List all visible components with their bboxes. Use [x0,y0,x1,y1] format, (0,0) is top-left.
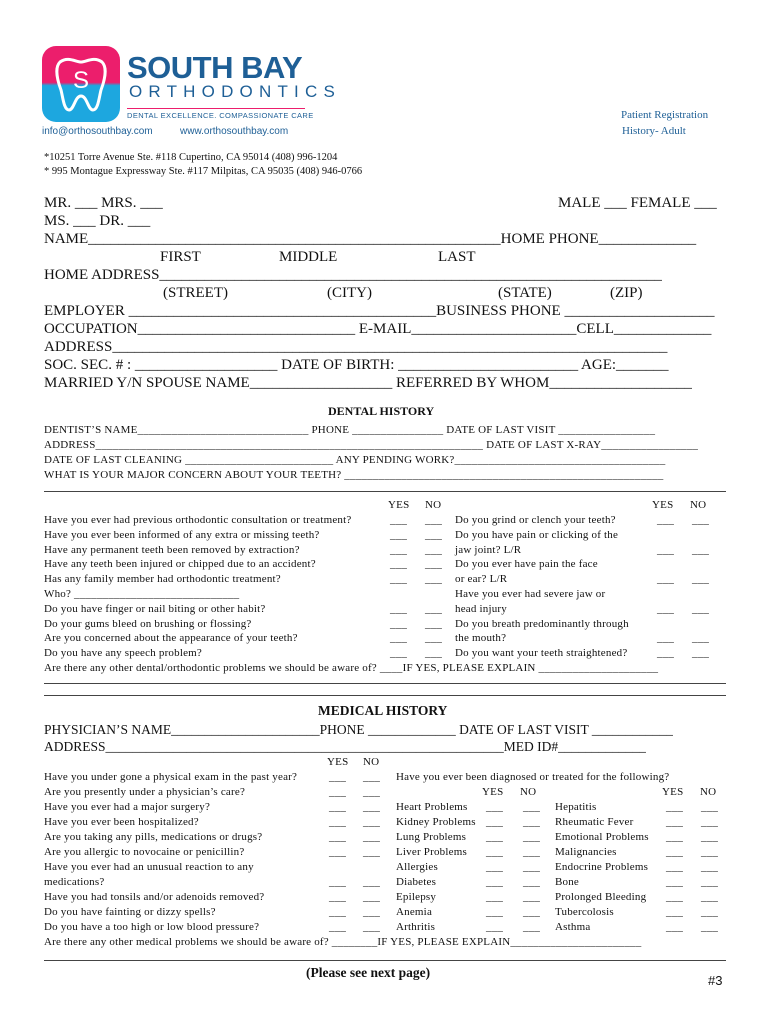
condition-label: Asthma [555,921,591,933]
medical-no-blank[interactable]: ___ [363,801,381,813]
conditions-yes-header: YES [482,786,504,798]
condition-no-blank[interactable]: ___ [701,831,719,843]
dental-yes-blank[interactable]: ___ [390,617,408,630]
condition-label: Allergies [396,861,438,873]
dental-yes-blank[interactable]: ___ [390,602,408,615]
medical-question: Have you ever had a major surgery? [44,801,211,813]
condition-no-blank[interactable]: ___ [523,846,541,858]
occupation-line[interactable]: OCCUPATION_____________________________ E-MAIL______________________CELL_____________ [44,321,712,337]
dental-yes-blank[interactable]: ___ [657,543,675,556]
condition-yes-blank[interactable]: ___ [486,846,504,858]
medical-yes-header: YES [327,756,349,768]
dental-no-blank[interactable]: ___ [425,573,443,586]
form-type-line1: Patient Registration [621,109,709,121]
medical-no-blank[interactable]: ___ [363,891,381,903]
condition-label: Tubercolosis [555,906,614,918]
medical-yes-blank[interactable]: ___ [329,786,347,798]
dental-no-header-right: NO [690,499,707,511]
divider [44,960,726,961]
dental-yes-header: YES [388,499,410,511]
condition-no-blank[interactable]: ___ [523,906,541,918]
dental-yes-blank[interactable]: ___ [390,647,408,660]
dental-no-blank[interactable]: ___ [425,602,443,615]
dental-yes-header-right: YES [652,499,674,511]
condition-label: Emotional Problems [555,831,649,843]
condition-yes-blank[interactable]: ___ [486,816,504,828]
brand-tagline: DENTAL EXCELLENCE. COMPASSIONATE CARE [127,108,305,120]
condition-yes-blank[interactable]: ___ [486,801,504,813]
divider [44,491,726,492]
condition-yes-blank[interactable]: ___ [486,831,504,843]
medical-other-line[interactable]: Are there any other medical problems we should be aware of? ________IF YES, PLEASE EXPLAIN_______________________ [44,936,642,948]
medical-yes-blank[interactable]: ___ [329,846,347,858]
divider [44,695,726,696]
dental-question: Have you ever been informed of any extra or missing teeth? [44,528,320,541]
medical-question: Do you have fainting or dizzy spells? [44,906,216,918]
condition-no-blank[interactable]: ___ [523,816,541,828]
condition-no-blank[interactable]: ___ [523,861,541,873]
medical-question: Have you under gone a physical exam in the past year? [44,771,298,783]
dental-no-blank[interactable]: ___ [425,647,443,660]
office-address-1: *10251 Torre Avenue Ste. #118 Cupertino, CA 95014 (408) 996-1204 [44,152,338,163]
medical-yes-blank[interactable]: ___ [329,801,347,813]
physician-address-line[interactable]: ADDRESS___________________________________________________________MED ID#_____________ [44,739,646,754]
condition-label: Kidney Problems [396,816,476,828]
medical-yes-blank[interactable]: ___ [329,891,347,903]
medical-question: Have you had tonsils and/or adenoids removed? [44,891,265,903]
dental-yes-blank[interactable]: ___ [657,632,675,645]
contact-website[interactable]: www.orthosouthbay.com [180,126,289,137]
dental-yes-blank[interactable]: ___ [390,632,408,645]
condition-label: Rheumatic Fever [555,816,634,828]
condition-yes-blank[interactable]: ___ [486,861,504,873]
medical-question: Have you ever had an unusual reaction to any [44,861,254,873]
medical-question: Do you have a too high or low blood pressure? [44,921,260,933]
condition-yes-blank[interactable]: ___ [666,831,684,843]
form-type-line2: History- Adult [622,125,686,137]
medical-question: Have you ever been hospitalized? [44,816,199,828]
dental-question: Do you grind or clench your teeth? [455,514,616,526]
medical-no-blank[interactable]: ___ [363,876,381,888]
logo [42,46,120,122]
name-phone-line[interactable]: NAME_______________________________________________________HOME PHONE_____________ [44,231,697,247]
condition-yes-blank[interactable]: ___ [486,906,504,918]
page-number: #3 [708,973,723,988]
condition-label: Arthritis [396,921,436,933]
condition-no-blank[interactable]: ___ [701,861,719,873]
dental-yes-blank[interactable]: ___ [390,528,408,541]
dental-question: jaw joint? L/R [455,543,522,556]
condition-yes-blank[interactable]: ___ [666,861,684,873]
dental-question: Do you ever have pain the face [455,558,598,571]
medical-no-blank[interactable]: ___ [363,771,381,783]
medical-no-header: NO [363,756,380,768]
brand-subtitle: ORTHODONTICS [129,82,341,101]
condition-no-blank[interactable]: ___ [523,921,541,933]
medical-no-blank[interactable]: ___ [363,921,381,933]
dental-no-blank[interactable]: ___ [692,514,710,526]
medical-yes-blank[interactable]: ___ [329,906,347,918]
dental-no-blank[interactable]: ___ [425,514,443,526]
physician-line[interactable]: PHYSICIAN’S NAME______________________PHONE _____________ DATE OF LAST VISIT ____________ [44,722,673,737]
condition-yes-blank[interactable]: ___ [666,846,684,858]
medical-question: Are you presently under a physician’s care? [44,786,246,798]
dental-question: Do your gums bleed on brushing or flossing? [44,617,252,630]
medical-history-title: MEDICAL HISTORY [318,703,448,718]
condition-no-blank[interactable]: ___ [701,921,719,933]
medical-no-blank[interactable]: ___ [363,816,381,828]
medical-no-blank[interactable]: ___ [363,831,381,843]
condition-yes-blank[interactable]: ___ [666,801,684,813]
condition-no-blank[interactable]: ___ [701,816,719,828]
dental-no-blank[interactable]: ___ [425,558,443,571]
condition-label: Anemia [396,906,433,918]
label-state: (STATE) [498,285,552,301]
dental-history-title: DENTAL HISTORY [328,404,435,418]
ssn-dob-age-line[interactable]: SOC. SEC. # : ___________________ DATE OF BIRTH: ________________________ AGE:_______ [44,357,669,373]
dental-yes-blank[interactable]: ___ [657,514,675,526]
next-page-note: (Please see next page) [306,965,431,980]
condition-no-blank[interactable]: ___ [701,906,719,918]
title-fields-2[interactable]: MS. ___ DR. ___ [44,213,151,229]
condition-label: Hepatitis [555,801,597,813]
medical-yes-blank[interactable]: ___ [329,921,347,933]
dental-yes-blank[interactable]: ___ [390,514,408,526]
condition-label: Endocrine Problems [555,861,649,873]
gender-fields[interactable]: MALE ___ FEMALE ___ [558,195,717,211]
condition-no-blank[interactable]: ___ [523,891,541,903]
medical-question: Are you taking any pills, medications or drugs? [44,831,263,843]
spouse-referral-line[interactable]: MARRIED Y/N SPOUSE NAME___________________ REFERRED BY WHOM___________________ [44,375,692,391]
condition-label: Bone [555,876,580,888]
dental-question: Do you breath predominantly through [455,617,629,630]
condition-label: Prolonged Bleeding [555,891,647,903]
employer-line[interactable]: EMPLOYER _________________________________________BUSINESS PHONE ____________________ [44,303,715,319]
dental-no-blank[interactable]: ___ [692,632,710,645]
condition-yes-blank[interactable]: ___ [666,906,684,918]
dental-question: Who? _____________________________ [44,588,240,600]
divider [44,683,726,684]
condition-yes-blank[interactable]: ___ [666,876,684,888]
medical-no-blank[interactable]: ___ [363,906,381,918]
dental-question: Do you have finger or nail biting or other habit? [44,602,266,615]
medical-no-blank[interactable]: ___ [363,786,381,798]
condition-yes-blank[interactable]: ___ [486,891,504,903]
condition-no-blank[interactable]: ___ [701,801,719,813]
dental-no-blank[interactable]: ___ [425,617,443,630]
condition-yes-blank[interactable]: ___ [666,921,684,933]
condition-label: Malignancies [555,846,617,858]
condition-yes-blank[interactable]: ___ [486,876,504,888]
dental-no-blank[interactable]: ___ [692,647,710,660]
dental-question: Have any permanent teeth been removed by extraction? [44,543,300,556]
dentist-address-line[interactable]: ADDRESS____________________________________________________________________ DATE OF LAST X-RAY_________________ [44,439,699,451]
medical-yes-blank[interactable]: ___ [329,876,347,888]
dental-question: head injury [455,602,507,615]
condition-label: Lung Problems [396,831,467,843]
dental-no-header: NO [425,499,442,511]
conditions-yes-header-2: YES [662,786,684,798]
dental-no-blank[interactable]: ___ [692,573,710,586]
condition-no-blank[interactable]: ___ [701,876,719,888]
office-address-2: * 995 Montague Expressway Ste. #117 Milpitas, CA 95035 (408) 946-0766 [44,166,363,177]
condition-yes-blank[interactable]: ___ [666,816,684,828]
dental-question: Do you have pain or clicking of the [455,528,619,541]
medical-question: Are you allergic to novocaine or penicillin? [44,846,245,858]
dental-no-blank[interactable]: ___ [425,528,443,541]
medical-yes-blank[interactable]: ___ [329,816,347,828]
label-middle: MIDDLE [279,249,338,265]
logo-letter: S [72,67,90,94]
address-line[interactable]: ADDRESS__________________________________________________________________________ [44,339,668,355]
dental-question: Have you ever had previous orthodontic consultation or treatment? [44,514,352,526]
medical-question: medications? [44,876,105,888]
condition-yes-blank[interactable]: ___ [486,921,504,933]
dental-no-blank[interactable]: ___ [425,632,443,645]
dental-no-blank[interactable]: ___ [692,602,710,615]
condition-label: Diabetes [396,876,437,888]
label-street: (STREET) [163,285,228,301]
title-fields[interactable]: MR. ___ MRS. ___ [44,195,163,211]
conditions-no-header: NO [520,786,537,798]
dental-yes-blank[interactable]: ___ [390,573,408,586]
dentist-line[interactable]: DENTIST’S NAME______________________________ PHONE ________________ DATE OF LAST VISIT _________________ [44,424,656,436]
dental-yes-blank[interactable]: ___ [657,602,675,615]
dental-question: Have you ever had severe jaw or [455,588,606,600]
dental-other-line[interactable]: Are there any other dental/orthodontic problems we should be aware of? ____IF YES, PLEASE EXPLAIN _____________________ [44,662,659,674]
dental-question: Have any teeth been injured or chipped due to an accident? [44,558,316,571]
label-zip: (ZIP) [610,285,643,301]
tooth-icon [54,56,108,112]
condition-no-blank[interactable]: ___ [523,876,541,888]
dental-yes-blank[interactable]: ___ [390,543,408,556]
condition-no-blank[interactable]: ___ [523,801,541,813]
diagnosed-prompt: Have you ever been diagnosed or treated for the following? [396,771,670,783]
medical-yes-blank[interactable]: ___ [329,771,347,783]
cleaning-line[interactable]: DATE OF LAST CLEANING __________________________ ANY PENDING WORK?_____________________________________ [44,454,666,466]
home-address-line[interactable]: HOME ADDRESS___________________________________________________________________ [44,267,662,283]
dental-question: the mouth? [455,632,507,645]
dental-yes-blank[interactable]: ___ [657,573,675,586]
dental-question: or ear? L/R [455,573,508,586]
condition-label: Epilepsy [396,891,437,903]
concern-line[interactable]: WHAT IS YOUR MAJOR CONCERN ABOUT YOUR TEETH? ________________________________________________________ [44,469,664,481]
label-city: (CITY) [327,285,372,301]
dental-question: Has any family member had orthodontic treatment? [44,573,281,586]
condition-label: Heart Problems [396,801,468,813]
label-last: LAST [438,249,476,265]
medical-yes-blank[interactable]: ___ [329,831,347,843]
dental-question: Do you want your teeth straightened? [455,647,628,660]
dental-question: Do you have any speech problem? [44,647,203,660]
dental-question: Are you concerned about the appearance of your teeth? [44,632,298,645]
conditions-no-header-2: NO [700,786,717,798]
brand-name: SOUTH BAY [127,50,303,85]
medical-no-blank[interactable]: ___ [363,846,381,858]
dental-no-blank[interactable]: ___ [692,543,710,556]
contact-email[interactable]: info@orthosouthbay.com [42,126,153,137]
condition-no-blank[interactable]: ___ [523,831,541,843]
condition-label: Liver Problems [396,846,467,858]
condition-no-blank[interactable]: ___ [701,846,719,858]
condition-no-blank[interactable]: ___ [701,891,719,903]
dental-no-blank[interactable]: ___ [425,543,443,556]
dental-yes-blank[interactable]: ___ [390,558,408,571]
condition-yes-blank[interactable]: ___ [666,891,684,903]
label-first: FIRST [160,249,201,265]
dental-yes-blank[interactable]: ___ [657,647,675,660]
